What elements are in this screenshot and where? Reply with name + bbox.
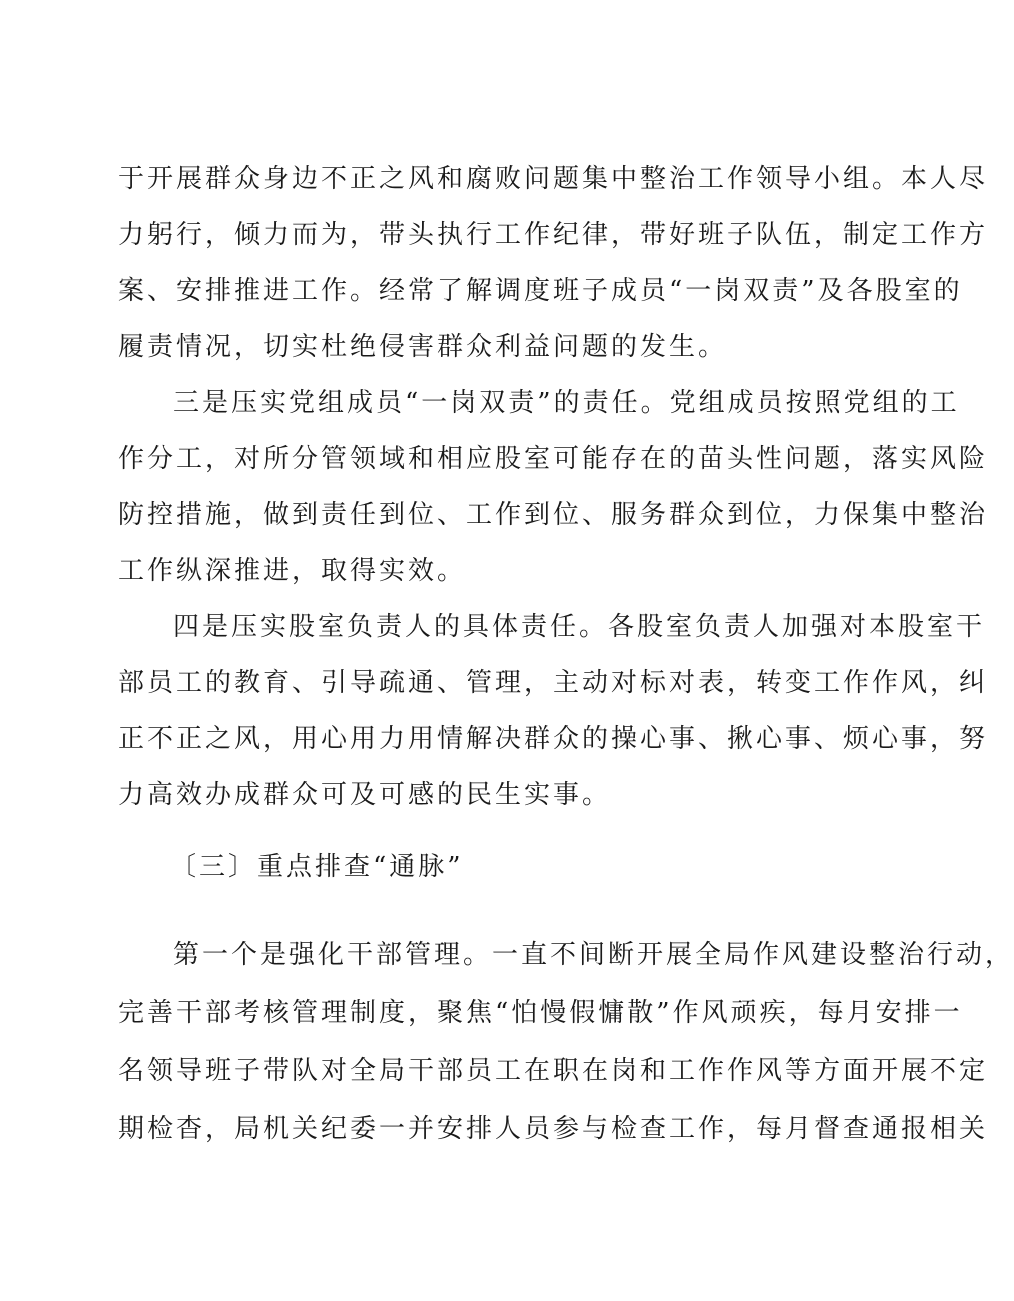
paragraph-4-line-2: 完善干部考核管理制度，聚焦“怕慢假慵散”作风顽疾，每月安排一 <box>118 998 963 1028</box>
paragraph-1-line-1: 于开展群众身边不正之风和腐败问题集中整治工作领导小组。本人尽 <box>118 164 989 194</box>
paragraph-4-line-1: 第一个是强化干部管理。一直不间断开展全局作风建设整治行动， <box>173 940 1014 970</box>
paragraph-2-line-1: 三是压实党组成员“一岗双责”的责任。党组成员按照党组的工 <box>173 388 960 418</box>
paragraph-3-line-1: 四是压实股室负责人的具体责任。各股室负责人加强对本股室干 <box>173 612 986 642</box>
paragraph-3-line-3: 正不正之风，用心用力用情解决群众的操心事、揪心事、烦心事，努 <box>118 724 989 754</box>
paragraph-1-line-2: 力躬行，倾力而为，带头执行工作纪律，带好班子队伍，制定工作方 <box>118 220 989 250</box>
paragraph-3-line-4: 力高效办成群众可及可感的民生实事。 <box>118 780 612 810</box>
paragraph-2-line-3: 防控措施，做到责任到位、工作到位、服务群众到位，力保集中整治 <box>118 500 989 530</box>
paragraph-2-line-2: 作分工，对所分管领域和相应股室可能存在的苗头性问题，落实风险 <box>118 444 989 474</box>
paragraph-4-line-3: 名领导班子带队对全局干部员工在职在岗和工作作风等方面开展不定 <box>118 1056 989 1086</box>
paragraph-1-line-4: 履责情况，切实杜绝侵害群众利益问题的发生。 <box>118 332 728 362</box>
paragraph-3-line-2: 部员工的教育、引导疏通、管理，主动对标对表，转变工作作风，纠 <box>118 668 989 698</box>
paragraph-1-line-3: 案、安排推进工作。经常了解调度班子成员“一岗双责”及各股室的 <box>118 276 963 306</box>
paragraph-4-line-4: 期检杳，局机关纪委一并安排人员参与检查工作，每月督查通报相关 <box>118 1114 989 1144</box>
paragraph-2-line-4: 工作纵深推进，取得实效。 <box>118 556 467 586</box>
section-heading: 〔三〕重点排查“通脉” <box>170 852 464 882</box>
